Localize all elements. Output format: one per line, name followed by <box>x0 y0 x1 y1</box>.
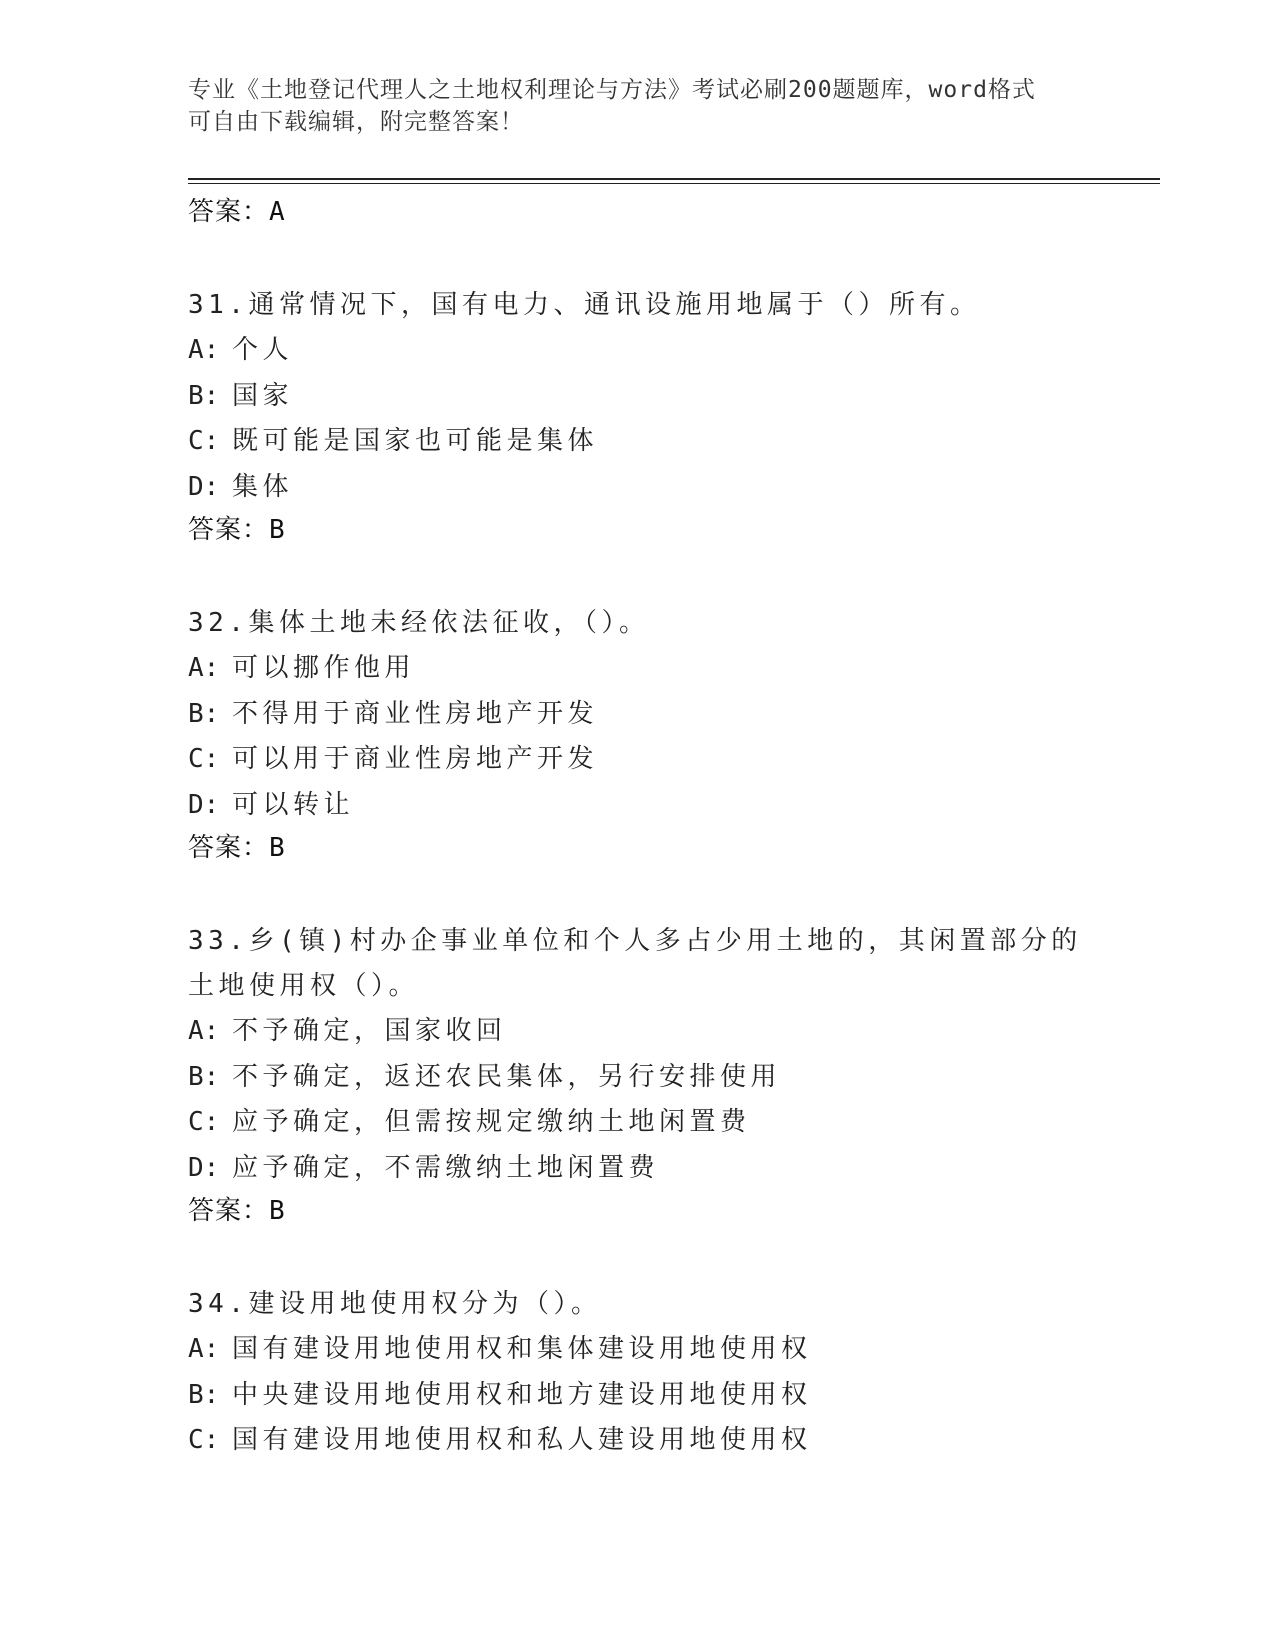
option-letter: C: <box>188 1425 220 1455</box>
option-text: 国有建设用地使用权和集体建设用地使用权 <box>232 1334 812 1364</box>
option-text: 国家 <box>232 380 294 411</box>
option-letter: C: <box>188 1107 220 1137</box>
option-a <box>188 1327 1088 1373</box>
header-line-2: 可自由下载编辑，附完整答案！ <box>188 109 524 135</box>
option-a <box>188 328 1088 374</box>
option-text: 不予确定，返还农民集体，另行安排使用 <box>232 1061 782 1092</box>
option-letter: A: <box>188 653 220 683</box>
option-text: 可以转让 <box>232 789 355 820</box>
option-text: 既可能是国家也可能是集体 <box>232 426 599 456</box>
answer-line: 答案：A <box>188 197 286 227</box>
option-a <box>188 1009 1088 1055</box>
question-stem: 33.乡(镇)村办企事业单位和个人多占少用土地的，其闲置部分的土地使用权（）。 <box>188 926 1082 1001</box>
option-text: 应予确定，但需按规定缴纳土地闲置费 <box>232 1107 751 1137</box>
option-a <box>188 646 1088 692</box>
option-text: 集体 <box>232 471 294 502</box>
question-34 <box>188 1282 1088 1464</box>
question-stem: 32.集体土地未经依法征收，（）。 <box>188 608 650 638</box>
option-text: 可以用于商业性房地产开发 <box>232 744 599 774</box>
question-31 <box>188 283 1088 550</box>
option-c <box>188 419 1088 465</box>
option-b <box>188 374 1088 420</box>
document-header <box>188 74 1088 138</box>
option-text: 应予确定，不需缴纳土地闲置费 <box>232 1152 660 1183</box>
question-33 <box>188 919 1088 1231</box>
option-letter: C: <box>188 426 220 456</box>
option-letter: B: <box>188 698 220 729</box>
question-list <box>188 192 1088 1464</box>
option-text: 中央建设用地使用权和地方建设用地使用权 <box>232 1379 812 1410</box>
question-stem: 34.建设用地使用权分为（）。 <box>188 1289 602 1319</box>
question-32 <box>188 601 1088 868</box>
option-c <box>188 737 1088 783</box>
option-letter: D: <box>188 1152 220 1183</box>
option-text: 个人 <box>232 335 294 365</box>
option-c <box>188 1100 1088 1146</box>
option-d <box>188 783 1088 829</box>
option-text: 不予确定，国家收回 <box>232 1016 507 1046</box>
option-b <box>188 1373 1088 1419</box>
option-text: 国有建设用地使用权和私人建设用地使用权 <box>232 1425 812 1455</box>
option-letter: D: <box>188 789 220 820</box>
header-divider-thin <box>188 183 1160 184</box>
option-d <box>188 465 1088 511</box>
option-letter: B: <box>188 1379 220 1410</box>
option-letter: D: <box>188 471 220 502</box>
option-letter: B: <box>188 1061 220 1092</box>
answer-line: 答案：B <box>188 1196 286 1226</box>
option-c <box>188 1418 1088 1464</box>
option-b <box>188 692 1088 738</box>
answer-line: 答案：B <box>188 515 286 545</box>
option-text: 不得用于商业性房地产开发 <box>232 698 599 729</box>
option-text: 可以挪作他用 <box>232 653 416 683</box>
answer-line: 答案：B <box>188 833 286 863</box>
option-b <box>188 1055 1088 1101</box>
option-letter: A: <box>188 335 220 365</box>
header-divider-thick <box>188 178 1160 180</box>
header-line-1: 专业《土地登记代理人之土地权利理论与方法》考试必刷200题题库，word格式 <box>188 77 1036 103</box>
option-letter: C: <box>188 744 220 774</box>
option-letter: A: <box>188 1334 220 1364</box>
option-letter: A: <box>188 1016 220 1046</box>
option-letter: B: <box>188 380 220 411</box>
option-d <box>188 1146 1088 1192</box>
question-stem: 31.通常情况下，国有电力、通讯设施用地属于（）所有。 <box>188 290 981 320</box>
